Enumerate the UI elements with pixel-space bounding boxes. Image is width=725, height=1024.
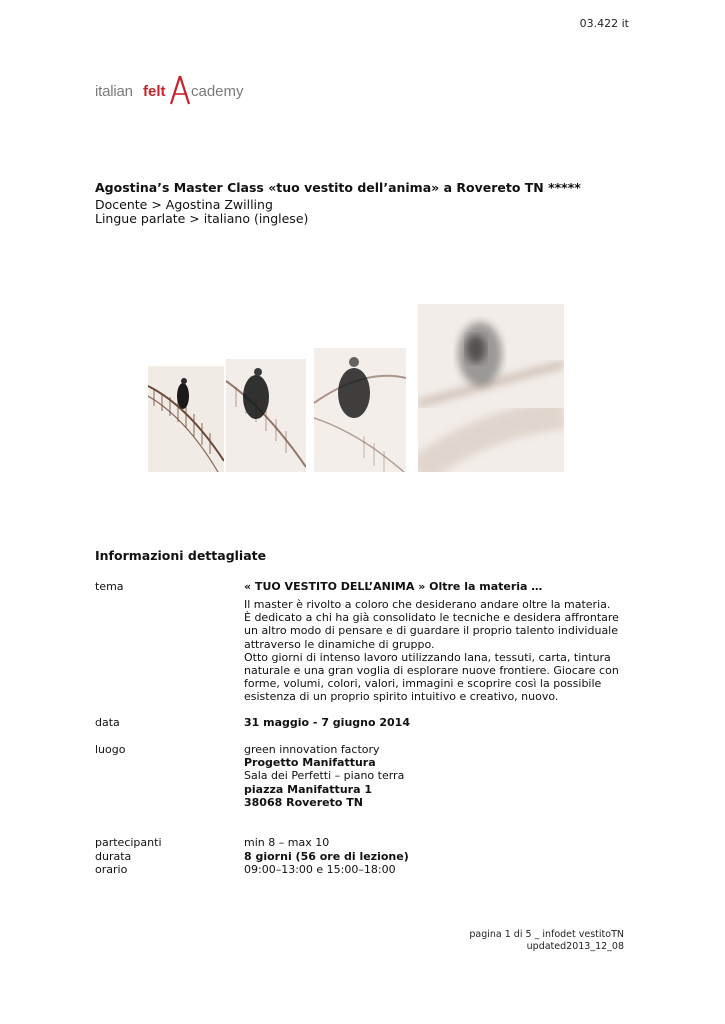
tema-line: Otto giorni di intenso lavoro utilizzando lana, tessuti, carta, tintura <box>244 650 611 664</box>
location-line: green innovation factory <box>244 743 380 756</box>
tema-line: Il master è rivolto a coloro che desiderano andare oltre la materia. <box>244 598 611 611</box>
photo-staircase-3 <box>314 348 406 472</box>
durata-value: 8 giorni (56 ore di lezione) <box>244 850 409 863</box>
logo-text-italian: italian <box>95 83 133 100</box>
location-line: Progetto Manifattura <box>244 756 376 770</box>
partecipanti-label: partecipanti <box>95 836 162 849</box>
tema-line: È dedicato a chi ha già consolidato le tecniche e desidera affrontare <box>244 611 619 625</box>
partecipanti-value: min 8 – max 10 <box>244 836 330 849</box>
tema-line: attraverso le dinamiche di gruppo. <box>244 637 435 651</box>
orario-label: orario <box>95 863 128 876</box>
logo-text-cademy: cademy <box>191 83 244 100</box>
photo-staircase-2 <box>226 359 306 472</box>
figure-on-staircase-icon <box>226 359 306 472</box>
tema-line: un altro modo di pensare e di guardare il proprio talento individuale <box>244 624 619 638</box>
location-line: Sala dei Perfetti – piano terra <box>244 769 405 783</box>
tema-headline: « TUO VESTITO DELL’ANIMA » Oltre la materia … <box>244 580 543 593</box>
document-code: 03.422 it <box>579 17 629 30</box>
photo-strip <box>148 300 564 472</box>
course-title: Agostina’s Master Class «tuo vestito dell’anima» a Rovereto TN ***** <box>95 180 581 195</box>
durata-label: durata <box>95 850 132 863</box>
blurred-figure-icon <box>418 304 564 472</box>
languages-line: Lingue parlate > italiano (inglese) <box>95 211 309 226</box>
photo-staircase-1 <box>148 366 224 472</box>
data-label: data <box>95 716 120 729</box>
footer-updated: updated2013_12_08 <box>526 941 624 952</box>
figure-on-staircase-icon <box>148 366 224 472</box>
footer-page-info: pagina 1 di 5 _ infodet vestitoTN <box>469 929 624 940</box>
tema-line: esistenza di un proprio spirito intuitivo e creativo, nuovo. <box>244 690 559 704</box>
logo-text-felt: felt <box>143 83 166 100</box>
location-block <box>244 743 634 809</box>
figure-on-staircase-icon <box>314 348 406 472</box>
tema-line: naturale e una gran voglia di esplorare nuove frontiere. Giocare con <box>244 664 619 678</box>
luogo-label: luogo <box>95 743 126 756</box>
orario-value: 09:00–13:00 e 15:00–18:00 <box>244 863 396 876</box>
location-line: piazza Manifattura 1 <box>244 782 372 796</box>
tema-line: forme, volumi, colori, valori, immagini e scoprire così la possibile <box>244 677 602 691</box>
details-heading: Informazioni dettagliate <box>95 548 267 563</box>
tema-description <box>244 598 634 704</box>
date-value: 31 maggio - 7 giugno 2014 <box>244 716 410 729</box>
tema-label: tema <box>95 580 124 593</box>
location-line: 38068 Rovereto TN <box>244 795 363 809</box>
teacher-line: Docente > Agostina Zwilling <box>95 197 273 212</box>
logo-a-needle-icon <box>167 75 193 105</box>
photo-staircase-4 <box>418 304 564 472</box>
